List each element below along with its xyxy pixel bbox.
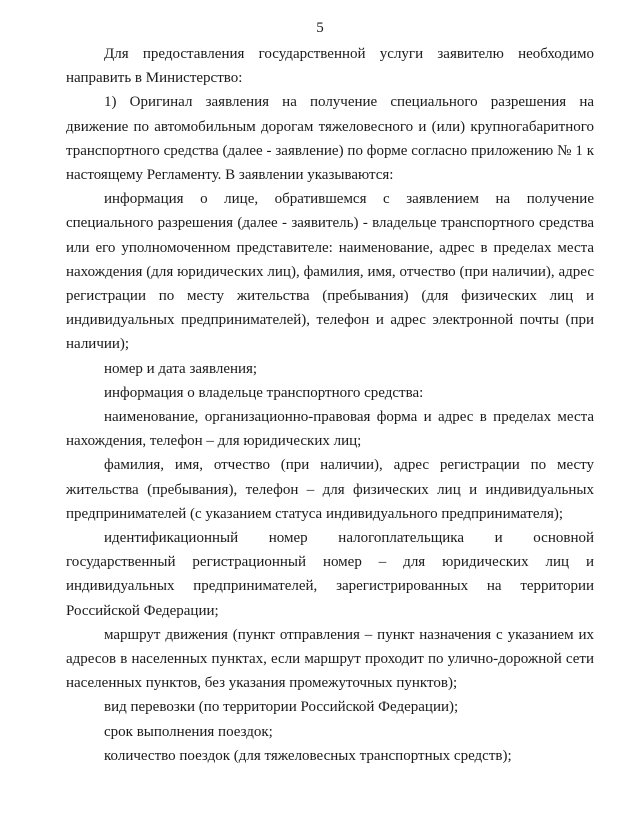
paragraph-trip-period: срок выполнения поездок; [104,723,273,740]
paragraph-individuals: фамилия, имя, отчество (при наличии), адрес регистрации по месту жительства (пребывания), телефон – для физических лиц и индивидуальных предпринимателей (с указанием статуса индивидуального предпринимателя); [66,457,594,522]
paragraph-owner-info: информация о владельце транспортного средства: [104,384,424,401]
paragraph-route: маршрут движения (пункт отправления – пункт назначения с указанием их адресов в населенных пунктах, если маршрут проходит по улично-дорожной сети населенных пунктов, без указания промежуточных пунктов); [66,626,594,692]
document-body [66,42,594,768]
paragraph-transport-type: вид перевозки (по территории Российской Федерации); [104,699,459,716]
page-number: 5 [316,20,324,36]
paragraph-intro: Для предоставления государственной услуги заявителю необходимо направить в Министерство: [66,46,594,87]
paragraph-applicant-info: информация о лице, обратившемся с заявлением на получение специального разрешения (далее - заявитель) - владельце транспортного средства или его уполномоченном представителе: наименование, адрес в пределах места нахождения (для юридических лиц), фамилия, имя, отчество (при наличии), адрес регистрации по месту жительства (пребывания) (для физических лиц и индивидуальных предпринимателей), телефон и адрес электронной почты (при наличии); [66,191,594,353]
paragraph-item-1-original-application: 1) Оригинал заявления на получение специального разрешения на движение по автомобильным дорогам тяжеловесного и (или) крупногабаритного транспортного средства (далее - заявление) по форме согласно приложению № 1 к настоящему Регламенту. В заявлении указываются: [66,94,594,184]
paragraph-application-number-date: номер и дата заявления; [104,360,258,377]
paragraph-tax-ids: идентификационный номер налогоплательщика и основной государственный регистрационный номер – для юридических лиц и индивидуальных предпринимателей, зарегистрированных на территории Российской Федерации; [66,530,594,619]
paragraph-legal-entities: наименование, организационно-правовая форма и адрес в пределах места нахождения, телефон – для юридических лиц; [66,409,594,450]
paragraph-trip-count: количество поездок (для тяжеловесных транспортных средств); [104,747,512,764]
